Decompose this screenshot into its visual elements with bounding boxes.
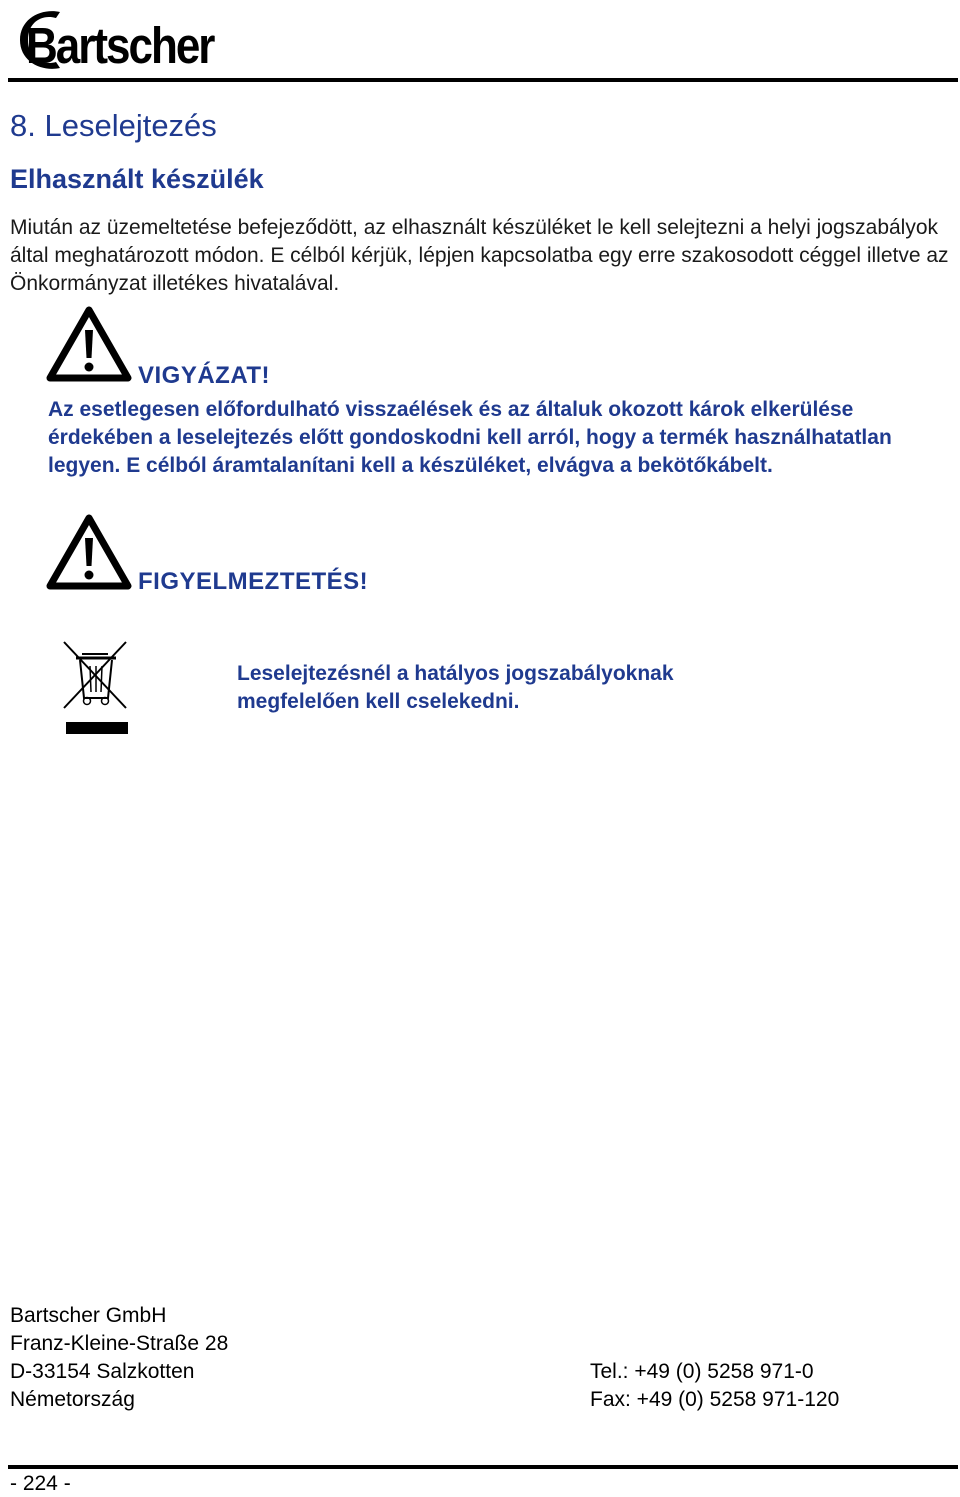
intro-paragraph: Miután az üzemeltetése befejeződött, az elhasznált készüléket le kell selejtezni a helyi jogszabályok által meghatározott módon. E célból kérjük, lépjen kapcsolatba egy erre szakosodott céggel illetve az Önkormányzat illetékes hivatalával. [10,216,949,295]
brand-logo [12,4,232,76]
disposal-note-line-1: Leselejtezésnél a hatályos jogszabályoknak [237,662,674,685]
logo-wordmark: Bartscher [26,18,214,75]
warning-triangle-icon [46,514,132,590]
caution-text: Az esetlegesen előfordulható visszaélések és az általuk okozott károk elkerülése érdekében a leselejtezés előtt gondoskodni kell arról, hogy a termék használhatatlan legyen. E célból áramtalanítani kell a készüléket, elvágva a bekötőkábelt. [48,398,892,477]
footer-country: Németország [10,1388,135,1411]
caution-label: VIGYÁZAT! [138,362,271,389]
page-number: - 224 - [10,1472,71,1495]
warning-label: FIGYELMEZTETÉS! [138,568,369,595]
disposal-note [237,660,937,716]
section-subtitle: Elhasznált készülék [10,164,264,194]
footer-rule [8,1465,958,1469]
warning-triangle-icon [46,306,132,382]
disposal-note-line-2: megfelelően kell cselekedni. [237,690,520,713]
footer-fax: Fax: +49 (0) 5258 971-120 [590,1388,840,1411]
footer-company: Bartscher GmbH [10,1304,167,1327]
footer-street: Franz-Kleine-Straße 28 [10,1332,229,1355]
footer-city: D-33154 Salzkotten [10,1360,195,1383]
header-rule [8,78,958,82]
crossed-out-bin-icon [60,638,132,738]
footer-telephone: Tel.: +49 (0) 5258 971-0 [590,1360,814,1383]
section-title: 8. Leselejtezés [10,108,217,143]
